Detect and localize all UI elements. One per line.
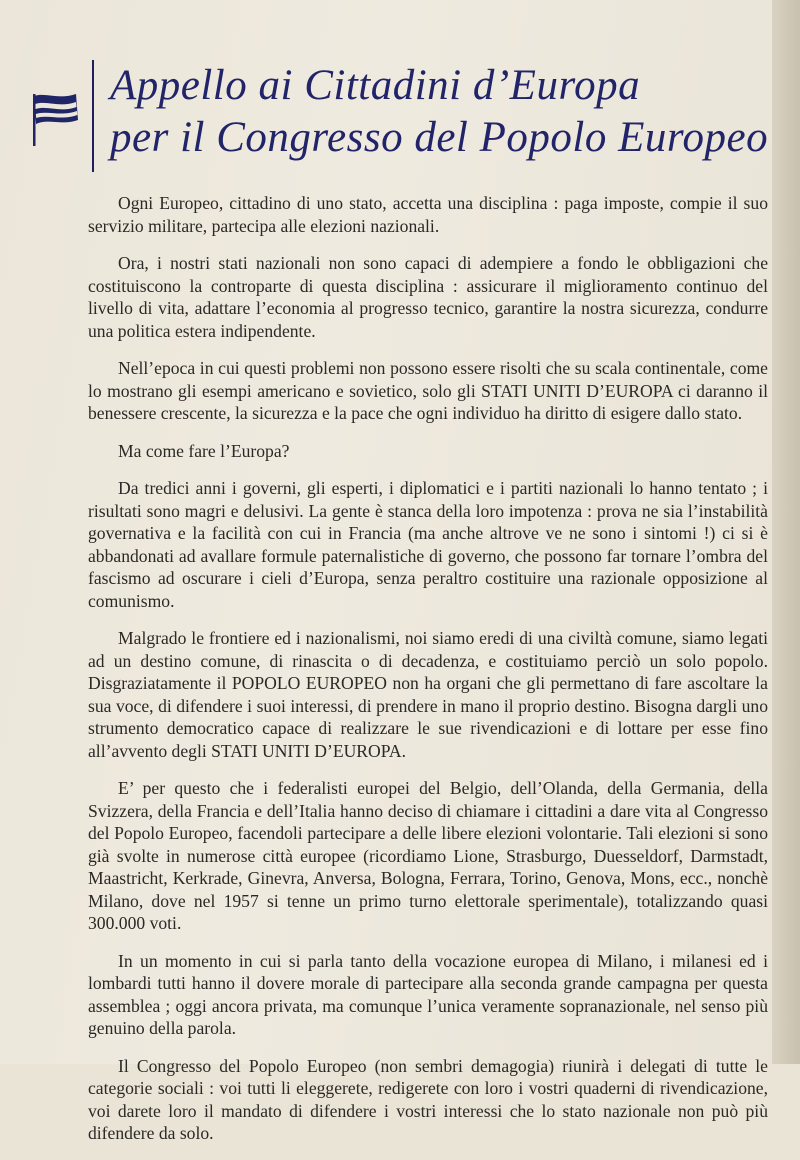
document-title <box>110 60 769 164</box>
page-edge-shadow <box>772 0 800 1064</box>
title-line-2: per il Congresso del Popolo Europeo <box>110 114 769 161</box>
header <box>22 60 769 180</box>
paragraph-1: Ogni Europeo, cittadino di uno stato, accetta una disciplina : paga imposte, compie il suo servizio militare, partecipa alle elezioni nazionali. <box>88 193 768 236</box>
paragraph-9: Il Congresso del Popolo Europeo (non sembri demagogia) riunirà i delegati di tutte le categorie sociali : voi tutti li eleggerete, redigerete con loro i vostri quaderni di rivendicazione, voi darete loro il mandato di difendere i vostri interessi che lo stato nazionale non può più difendere da solo. <box>88 1055 768 1143</box>
document-body <box>88 192 768 1160</box>
european-flag-icon <box>28 90 86 150</box>
paragraph-3: Nell’epoca in cui questi problemi non possono essere risolti che su scala continentale, come lo mostrano gli esempi americano e sovietico, solo gli STATI UNITI D’EUROPA ci daranno il benessere crescente, la sicurezza e la pace che ogni individuo ha diritto di esigere dallo stato. <box>88 358 768 423</box>
header-divider <box>92 60 94 172</box>
paragraph-5: Da tredici anni i governi, gli esperti, i diplomatici e i partiti nazionali lo hanno tentato ; i risultati sono magri e delusivi. La gente è stanca della loro impotenza : prova ne sia l’instabilità governativa e la facilità con cui in Francia (ma anche altrove ve ne sono i sintomi !) ci si è abbandonati ad avallare formule paternalistiche di governo, che possono far tornare l’ombra del fascismo ad oscurare i cieli d’Europa, senza peraltro costituire una razionale opposizione al comunismo. <box>88 478 768 611</box>
paragraph-4: Ma come fare l’Europa? <box>118 440 290 461</box>
paragraph-6: Malgrado le frontiere ed i nazionalismi, noi siamo eredi di una civiltà comune, siamo legati ad un destino comune, di rinascita o di decadenza, e costituiamo perciò un solo popolo. Disgraziatamente il POPOLO EUROPEO non ha organi che gli permettano di fare ascoltare la sua voce, di difendere i suoi interessi, di prendere in mano il proprio destino. Bisogna dargli uno strumento democratico capace di realizzare le sue rivendicazioni e di lottare per esse fino all’avvento degli STATI UNITI D’EUROPA. <box>88 628 768 761</box>
title-line-1: Appello ai Cittadini d’Europa <box>110 62 641 109</box>
paragraph-7: E’ per questo che i federalisti europei del Belgio, dell’Olanda, della Germania, della Svizzera, della Francia e dell’Italia hanno deciso di chiamare i cittadini a dare vita al Congresso del Popolo Europeo, facendoli partecipare a delle libere elezioni volontarie. Tali elezioni si sono già svolte in numerose città europee (ricordiamo Lione, Strasburgo, Duesseldorf, Darmstadt, Maastricht, Kerkrade, Ginevra, Anversa, Bologna, Ferrara, Torino, Genova, Mons, ecc., nonchè Milano, dove nel 1957 si tenne un primo turno elettorale sperimentale), totalizzando quasi 300.000 voti. <box>88 778 768 933</box>
paragraph-2: Ora, i nostri stati nazionali non sono capaci di adempiere a fondo le obbligazioni che costituiscono la controparte di questa disciplina : assicurare il miglioramento continuo del livello di vita, adattare l’economia al progresso tecnico, garantire la nostra sicurezza, condurre una politica estera indipendente. <box>88 253 768 341</box>
paragraph-8: In un momento in cui si parla tanto della vocazione europea di Milano, i milanesi ed i lombardi tutti hanno il dovere morale di partecipare alla seconda grande campagna per questa assemblea ; oggi ancora privata, ma comunque l’unica veramente sopranazionale, nel senso più genuino della parola. <box>88 950 768 1038</box>
